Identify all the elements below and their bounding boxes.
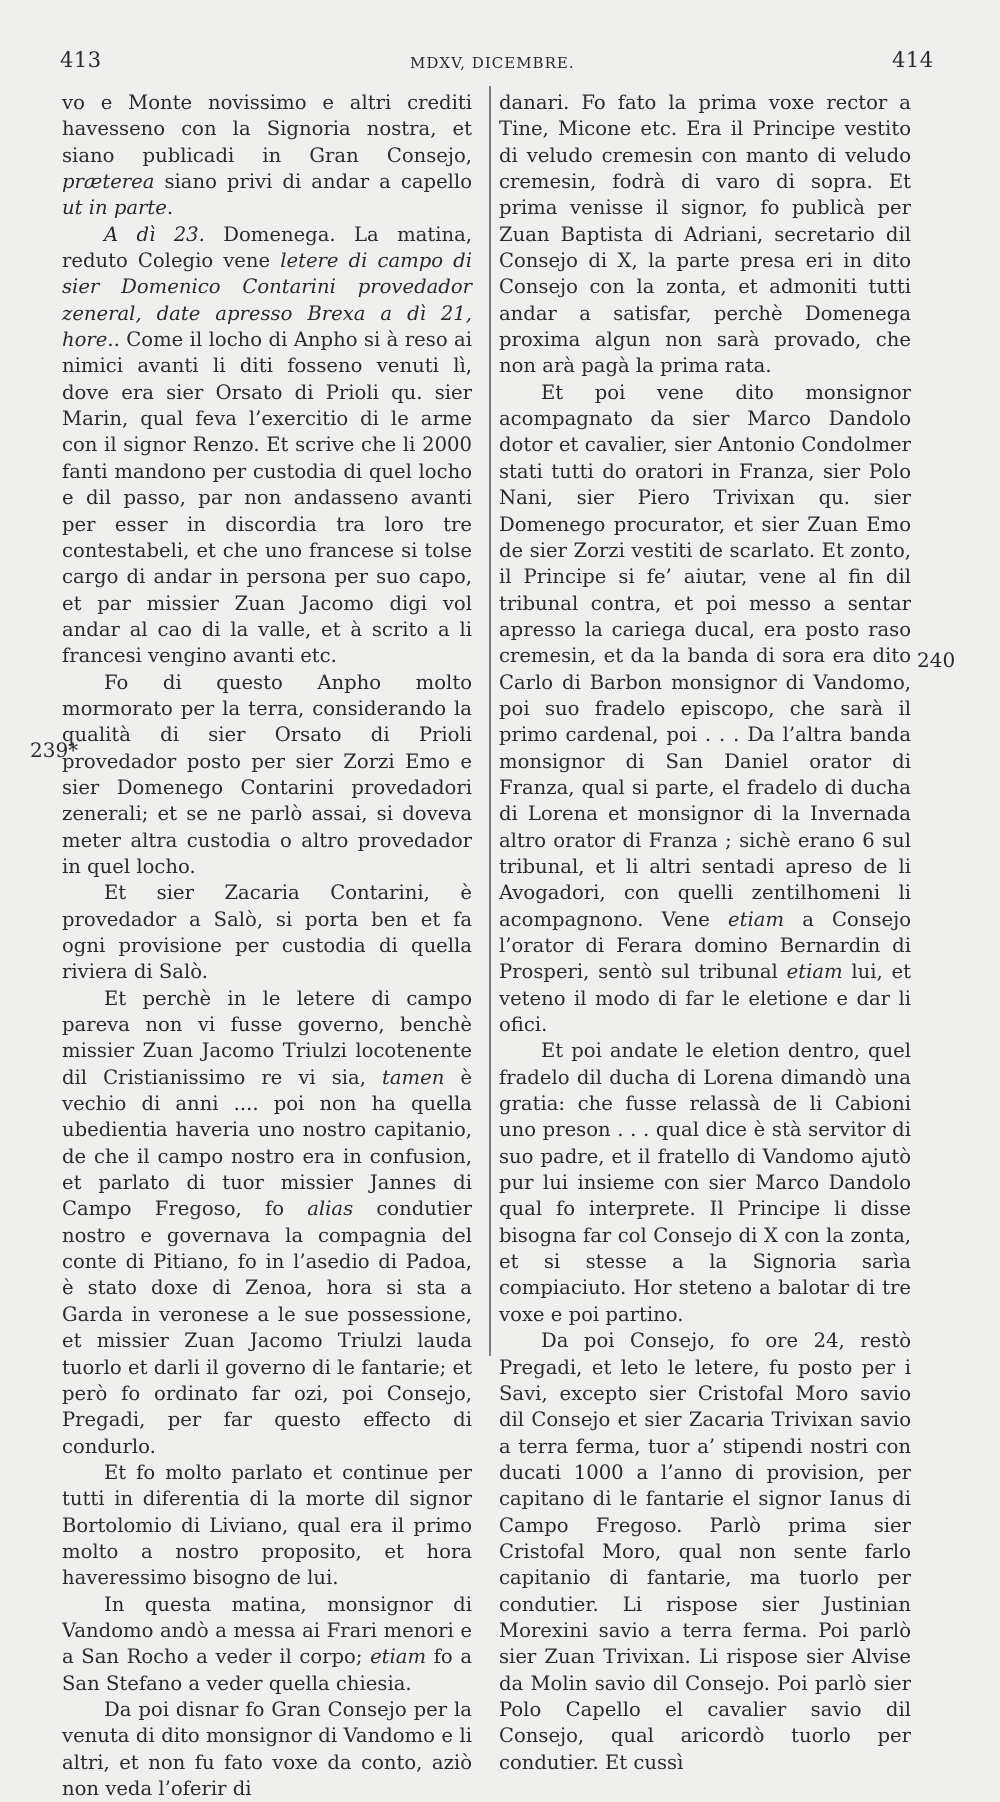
column-divider — [489, 86, 491, 1356]
paragraph: Da poi disnar fo Gran Consejo per la venuta di dito monsignor di Vandomo e li altri, et non fu fato voxe da conto, aziò non veda l’oferir di — [62, 1697, 472, 1800]
paragraph: Et sier Zacaria Contarini, è provedador a Salò, si porta ben et fa ogni provisione per custodia di quella riviera di Salò. — [62, 881, 472, 984]
paragraph: Et perchè in le letere di campo pareva non vi fusse governo, benchè missier Zuan Jacomo Triulzi locotenente dil Cristianissimo re vi sia, tamen è vechio di anni .... poi non ha quella ubedientia haveria uno nostro capitanio, de che il campo nostro era in confusion, et parlato di tuor missier Jannes di Campo Fregoso, fo alias condutier nostro e governava la compagnia del conte di Pitiano, fo in l’asedio di Padoa, è stato doxe di Zenoa, hora si sta a Garda in veronese a le sue possessione, et missier Zuan Jacomo Triulzi lauda tuorlo et darli il governo di le fantarie; et però fo ordinato far ozi, poi Consejo, Pregadi, per far questo effecto di condurlo. — [62, 986, 473, 1458]
margin-note-left: 239* — [30, 738, 79, 762]
paragraph: In questa matina, monsignor di Vandomo andò a messa ai Frari menori e a San Rocho a veder il corpo; etiam fo a San Stefano a veder quella chiesia. — [62, 1592, 473, 1695]
margin-note-right: 240 — [917, 648, 956, 672]
paragraph: Fo di questo Anpho molto mormorato per la terra, considerando la qualità di sier Orsato di Prioli provedador posto per sier Zorzi Emo e sier Domenego Contarini provedadori zenerali; et se ne parlò assai, si doveva meter altra custodia o altro provedador in quel locho. — [62, 670, 472, 878]
right-text-column — [499, 90, 911, 1776]
left-text-column — [62, 90, 472, 1802]
paragraph: A dì 23. Domenega. La matina, reduto Colegio vene letere di campo di sier Domenico Contarini provedador zeneral, date apresso Brexa a dì 21, hore.. Come il locho di Anpho si à reso ai nimici avanti li diti fosseno venuti lì, dove era sier Orsato di Prioli qu. sier Marin, qual feva l’exercitio di le arme con il signor Renzo. Et scrive che li 2000 fanti mandono per custodia di quel locho e dil passo, par non andasseno avanti per esser in discordia tra loro tre contestabeli, et che uno francese si tolse cargo di andar in persona per suo capo, et par missier Zuan Jacomo digi vol andar al cao di la valle, et à scrito a li francesi vengino avanti etc. — [62, 222, 472, 668]
running-header: MDXV, DICEMBRE. — [410, 54, 575, 72]
left-page-number: 413 — [60, 48, 102, 72]
paragraph: Da poi Consejo, fo ore 24, restò Pregadi, et leto le letere, fu posto per i Savi, excepto sier Cristofal Moro savio dil Consejo et sier Zacaria Trivixan savio a terra ferma, tuor a’ stipendi nostri con ducati 1000 a l’anno di provision, per capitano di le fantarie el signor Ianus di Campo Fregoso. Parlò prima sier Cristofal Moro, qual non sente farlo capitanio di fantarie, ma tuorlo per condutier. Li rispose sier Justinian Morexini savio a terra ferma. Poi parlò sier Zuan Trivixan. Li rispose sier Alvise da Molin savio dil Consejo. Poi parlò sier Polo Capello el cavalier savio dil Consejo, qual aricordò tuorlo per condutier. Et cussì — [499, 1329, 911, 1774]
paragraph: Et poi vene dito monsignor acompagnato da sier Marco Dandolo dotor et cavalier, sier Antonio Condolmer stati tutti do oratori in Franza, sier Polo Nani, sier Piero Trivixan qu. sier Domenego procurator, et sier Zuan Emo de sier Zorzi vestiti de scarlato. Et zonto, il Principe si fe’ aiutar, vene al fin dil tribunal contra, et poi messo a sentar apresso la cariega ducal, era posto raso cremesin, et da la banda di sora era dito Carlo di Barbon monsignor di Vandomo, poi suo fradelo episcopo, che sarà il primo cardenal, poi . . . Da l’altra banda monsignor di San Daniel orator di Franza, qual si parte, el fradelo di ducha di Lorena et monsignor di la Invernada altro orator di Franza ; sichè erano 6 sul tribunal, et li altri sentadi apreso de li Avogadori, con quelli zentilhomeni li acompagnono. Vene etiam a Consejo l’orator di Ferara domino Bernardin di Prosperi, sentò sul tribunal etiam lui, et veteno il modo di far le eletione e dar li ofici. — [499, 380, 911, 1037]
paragraph: danari. Fo fato la prima voxe rector a Tine, Micone etc. Era il Principe vestito di veludo cremesin con manto di veludo cremesin, fodrà di varo di sopra. Et prima venisse il signor, fo publicà per Zuan Baptista di Adriani, secretario dil Consejo di X, la parte presa eri in dito Consejo con la zonta, et admoniti tutti andar a satisfar, perchè Domenega proxima algun non sarà provado, che non arà pagà la prima rata. — [499, 91, 911, 378]
paragraph: Et poi andate le eletion dentro, quel fradelo dil ducha di Lorena dimandò una gratia: che fusse relassà de li Cabioni uno preson . . . qual dice è stà servitor di suo padre, et il fratello di Vandomo ajutò pur lui insieme con sier Marco Dandolo qual fo interprete. Il Principe li disse bisogna far col Consejo di X con la zonta, et si stesse a la Signoria sarìa compiaciuto. Hor steteno a balotar di tre voxe e poi partino. — [499, 1039, 911, 1326]
right-page-number: 414 — [892, 48, 934, 72]
paragraph: Et fo molto parlato et continue per tutti in diferentia di la morte dil signor Bortolomio di Liviano, qual era il primo molto a nostro proposito, et hora haveressimo bisogno de lui. — [62, 1460, 472, 1590]
paragraph: vo e Monte novissimo e altri crediti havesseno con la Signoria nostra, et siano publicadi in Gran Consejo, præterea siano privi di andar a capello ut in parte. — [62, 91, 472, 220]
